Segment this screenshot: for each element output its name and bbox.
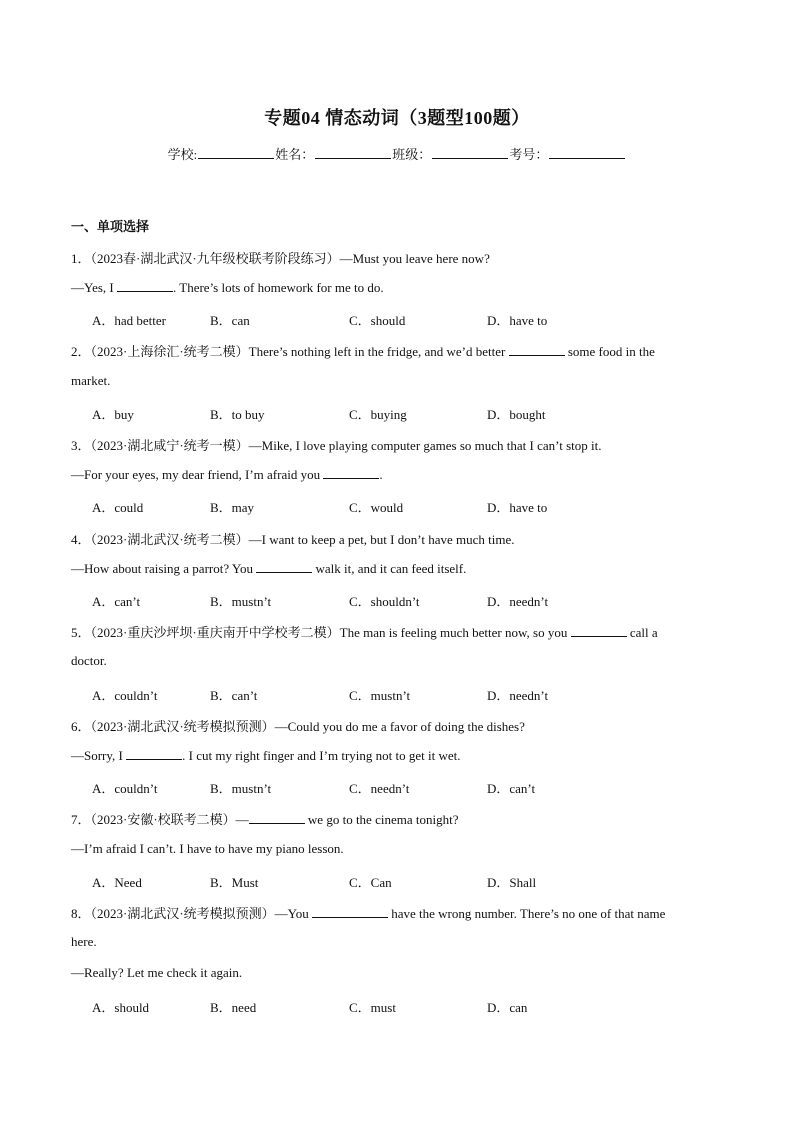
option-b[interactable]: B．Must [210,875,259,890]
answer-blank [256,560,312,573]
question-8-reply: —Really? Let me check it again. [71,965,243,980]
option-a[interactable]: A．couldn’t [92,688,158,703]
question-2-options [92,404,692,422]
option-b[interactable]: B．can’t [210,688,258,703]
option-b[interactable]: B．need [210,1000,257,1015]
question-5-text: 5．（2023·重庆沙坪坝·重庆南开中学校考二模）The man is feeling much better now, so you [71,625,571,640]
question-3-text: 3．（2023·湖北咸宁·统考一模）—Mike, I love playing computer games so much that I can’t stop it. [71,438,602,453]
question-1-stem [71,248,490,267]
question-5-stem [71,622,658,641]
question-4-stem [71,529,515,548]
question-7-text-post: we go to the cinema tonight? [304,812,459,827]
question-2-text-post: some food in the [564,344,655,359]
answer-blank [249,811,305,824]
question-6-stem [71,716,525,735]
option-d[interactable]: D．can [487,1000,528,1015]
question-7-reply: —I’m afraid I can’t. I have to have my piano lesson. [71,841,344,856]
answer-blank [312,905,388,918]
option-a[interactable]: A．should [92,1000,150,1015]
question-8-options [92,997,692,1015]
question-3-stem [71,435,602,454]
question-1-reply [71,279,384,296]
question-3-reply-post: . [379,467,383,482]
option-c[interactable]: C．needn’t [349,781,410,796]
name-label: 姓名： [275,147,315,162]
question-8-continued: here. [71,934,97,949]
question-6-options [92,778,692,796]
class-label: 班级： [392,147,432,162]
option-c[interactable]: C．buying [349,407,407,422]
question-6-reply-post: . I cut my right finger and I’m trying not to get it wet. [182,748,461,763]
page-title: 专题04 情态动词（3题型100题） [264,108,530,128]
answer-blank [509,343,565,356]
question-1-text: 1．（2023春·湖北武汉·九年级校联考阶段练习）—Must you leave here now? [71,251,490,266]
option-c[interactable]: C．would [349,500,404,515]
option-c[interactable]: C．mustn’t [349,688,411,703]
option-a[interactable]: A．couldn’t [92,781,158,796]
option-d[interactable]: D．have to [487,500,548,515]
section-title: 一、单项选择 [71,219,150,234]
option-a[interactable]: A．can’t [92,594,141,609]
option-c[interactable]: C．Can [349,875,392,890]
option-d[interactable]: D．have to [487,313,548,328]
option-d[interactable]: D．bought [487,407,546,422]
question-2-stem [71,341,655,360]
option-d[interactable]: D．can’t [487,781,536,796]
option-b[interactable]: B．may [210,500,255,515]
question-5-continued: doctor. [71,653,107,668]
school-label: 学校: [167,147,198,162]
school-blank[interactable] [198,146,274,159]
question-4-text: 4．（2023·湖北武汉·统考二模）—I want to keep a pet, but I don’t have much time. [71,532,515,547]
question-1-reply-post: . There’s lots of homework for me to do. [173,280,384,295]
question-8-text: 8．（2023·湖北武汉·统考模拟预测）—You [71,906,312,921]
question-6-reply [71,747,460,764]
question-5-text-post: call a [626,625,658,640]
option-a[interactable]: A．could [92,500,144,515]
class-blank[interactable] [432,146,508,159]
option-a[interactable]: A．Need [92,875,142,890]
name-blank[interactable] [315,146,391,159]
option-c[interactable]: C．should [349,313,406,328]
option-a[interactable]: A．had better [92,313,167,328]
question-4-reply-post: walk it, and it can feed itself. [312,561,467,576]
option-d[interactable]: D．Shall [487,875,537,890]
question-6-text: 6．（2023·湖北武汉·统考模拟预测）—Could you do me a favor of doing the dishes? [71,719,525,734]
question-2-continued: market. [71,373,111,388]
question-5-options [92,685,692,703]
option-c[interactable]: C．must [349,1000,396,1015]
exam-no-blank[interactable] [549,146,625,159]
option-b[interactable]: B．mustn’t [210,594,272,609]
option-b[interactable]: B．mustn’t [210,781,272,796]
question-7-options [92,872,692,890]
question-4-reply-pre: —How about raising a parrot? You [71,561,257,576]
question-3-options [92,497,692,515]
exam-no-label: 考号： [509,147,549,162]
option-c[interactable]: C．shouldn’t [349,594,420,609]
question-6-reply-pre: —Sorry, I [71,748,127,763]
question-4-options [92,591,692,609]
question-1-options [92,310,692,328]
answer-blank [126,747,182,760]
option-d[interactable]: D．needn’t [487,594,549,609]
option-b[interactable]: B．can [210,313,250,328]
question-4-reply [71,560,466,577]
student-info-line [0,144,794,163]
answer-blank [571,624,627,637]
question-3-reply [71,466,383,483]
option-b[interactable]: B．to buy [210,407,265,422]
question-7-stem [71,809,458,828]
question-8-text-post: have the wrong number. There’s no one of that name [388,906,666,921]
question-2-text: 2．（2023·上海徐汇·统考二模）There’s nothing left in the fridge, and we’d better [71,344,509,359]
answer-blank [117,279,173,292]
option-a[interactable]: A．buy [92,407,134,422]
question-8-stem [71,903,665,922]
question-7-text: 7．（2023·安徽·校联考二模）— [71,812,249,827]
question-1-reply-pre: —Yes, I [71,280,117,295]
question-3-reply-pre: —For your eyes, my dear friend, I’m afraid you [71,467,324,482]
answer-blank [323,466,379,479]
option-d[interactable]: D．needn’t [487,688,549,703]
